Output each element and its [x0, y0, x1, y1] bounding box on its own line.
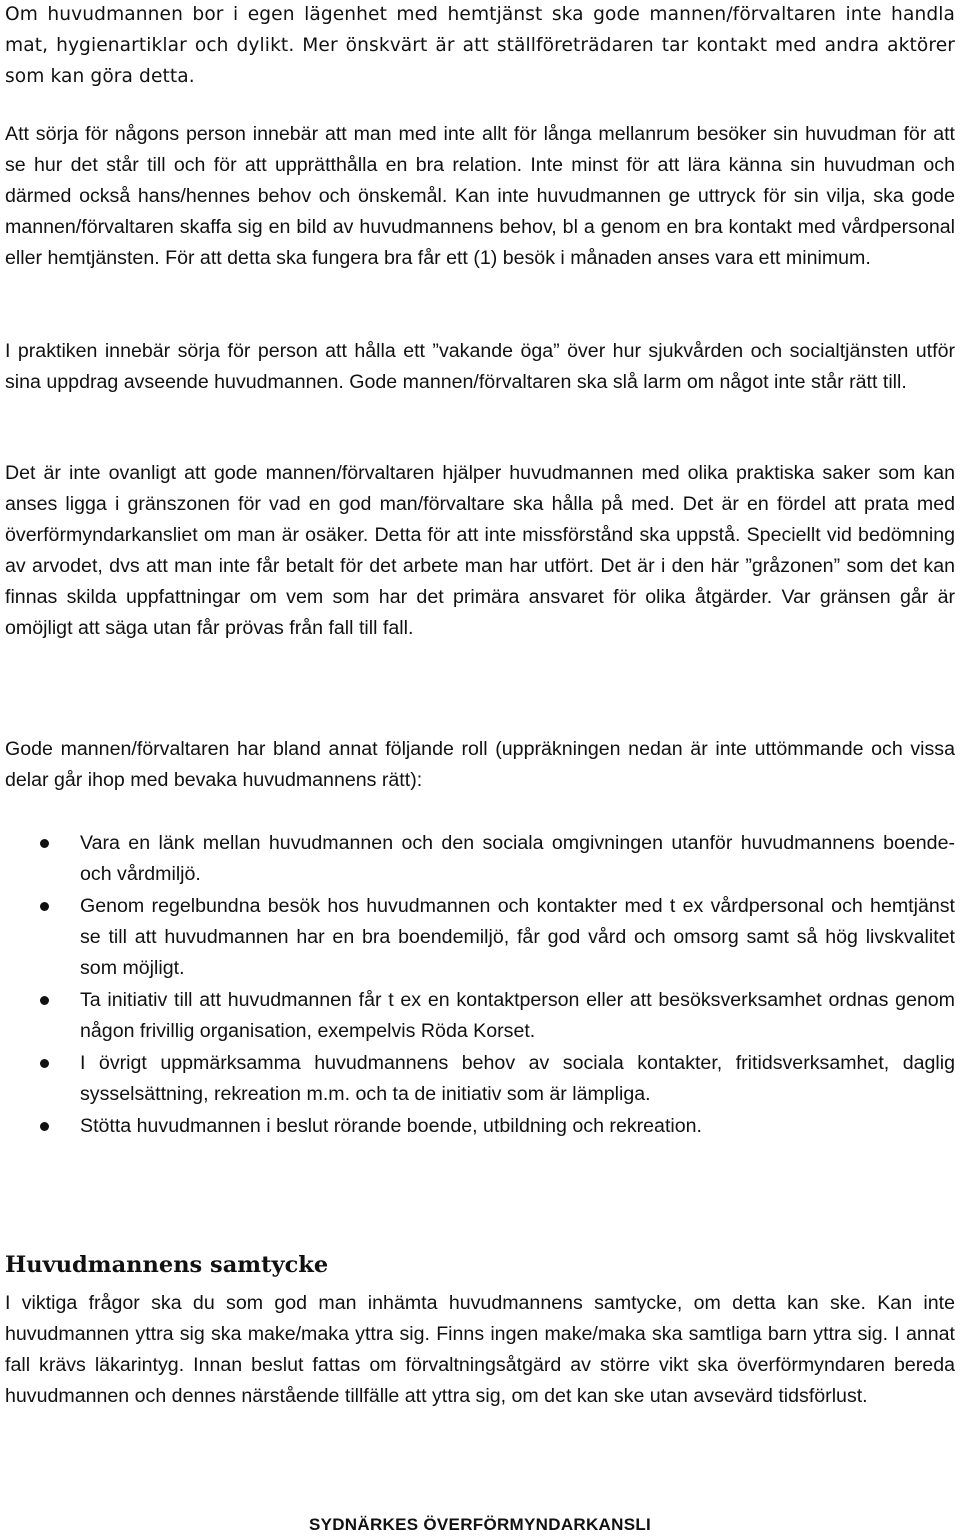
paragraph-visits: Att sörja för någons person innebär att man med inte allt för långa mellanrum besöker sin huvudman för att se hur det står till och för att upprätthålla en bra relation. Inte minst för att lära känna sin huvudman och därmed också hans/hennes behov och önskemål. Kan inte huvudmannen ge uttryck för sin vilja, ska gode mannen/förvaltaren skaffa sig en bild av huvudmannens behov, bl a genom en bra kontakt med vårdpersonal eller hemtjänsten. För att detta ska fungera bra får ett (1) besök i månaden anses vara ett minimum. [5, 123, 955, 269]
list-item [5, 1111, 955, 1142]
list-item [5, 828, 955, 890]
page-footer: SYDNÄRKES ÖVERFÖRMYNDARKANSLI [308, 1515, 652, 1534]
paragraph-watchful-eye: I praktiken innebär sörja för person att hålla ett ”vakande öga” över hur sjukvården och socialtjänsten utför sina uppdrag avseende huvudmannen. Gode mannen/förvaltaren ska slå larm om något inte står rätt till. [5, 340, 955, 393]
list-item [5, 891, 955, 984]
bullet-icon [40, 1122, 49, 1131]
bullet-icon [40, 902, 49, 911]
section-heading: Huvudmannens samtycke [5, 1252, 329, 1278]
paragraph-grey-zone: Det är inte ovanligt att gode mannen/förvaltaren hjälper huvudmannen med olika praktiska saker som kan anses ligga i gränszonen för vad en god man/förvaltare ska hålla på med. Det är en fördel att prata med överförmyndarkansliet om man är osäker. Detta för att inte missförstånd ska uppstå. Speciellt vid bedömning av arvodet, dvs att man inte får betalt för det arbete man har utfört. Det är i den här ”gråzonen” som det kan finnas skilda uppfattningar om vem som har det primära ansvaret för olika åtgärder. Var gränsen går är omöjligt att säga utan får prövas från fall till fall. [5, 462, 955, 639]
paragraph-consent: I viktiga frågor ska du som god man inhämta huvudmannens samtycke, om detta kan ske. Kan inte huvudmannen yttra sig ska make/maka yttra sig. Finns ingen make/maka ska samtliga barn yttra sig. I annat fall krävs läkarintyg. Innan beslut fattas om förvaltningsåtgärd av större vikt ska överförmyndaren bereda huvudmannen och dennes närstående tillfälle att yttra sig, om det kan ske utan avsevärd tidsförlust. [5, 1292, 955, 1407]
list-item-text: Genom regelbundna besök hos huvudmannen och kontakter med t ex vårdpersonal och hemtjänst se till att huvudmannen har en bra boendemiljö, får god vård och omsorg samt så hög livskvalitet som möjligt. [80, 895, 955, 979]
list-item-text: Stötta huvudmannen i beslut rörande boende, utbildning och rekreation. [80, 1115, 702, 1137]
paragraph-role-intro: Gode mannen/förvaltaren har bland annat följande roll (uppräkningen nedan är inte uttömmande och vissa delar går ihop med bevaka huvudmannens rätt): [5, 738, 955, 791]
list-item-text: Ta initiativ till att huvudmannen får t ex en kontaktperson eller att besöksverksamhet ordnas genom någon frivillig organisation, exempelvis Röda Korset. [80, 989, 955, 1042]
list-item-text: I övrigt uppmärksamma huvudmannens behov av sociala kontakter, fritidsverksamhet, daglig sysselsättning, rekreation m.m. och ta de initiativ som är lämpliga. [80, 1052, 955, 1105]
list-item [5, 1048, 955, 1110]
paragraph-shopping: Om huvudmannen bor i egen lägenhet med hemtjänst ska gode mannen/förvaltaren inte handla mat, hygienartiklar och dylikt. Mer önskvärt är att ställföreträdaren tar kontakt med andra aktörer som kan göra detta. [5, 4, 955, 87]
bullet-icon [40, 839, 49, 848]
bullet-icon [40, 1059, 49, 1068]
role-list [5, 828, 955, 1143]
list-item [5, 985, 955, 1047]
bullet-icon [40, 996, 49, 1005]
list-item-text: Vara en länk mellan huvudmannen och den sociala omgivningen utanför huvudmannens boende- och vårdmiljö. [80, 832, 955, 885]
